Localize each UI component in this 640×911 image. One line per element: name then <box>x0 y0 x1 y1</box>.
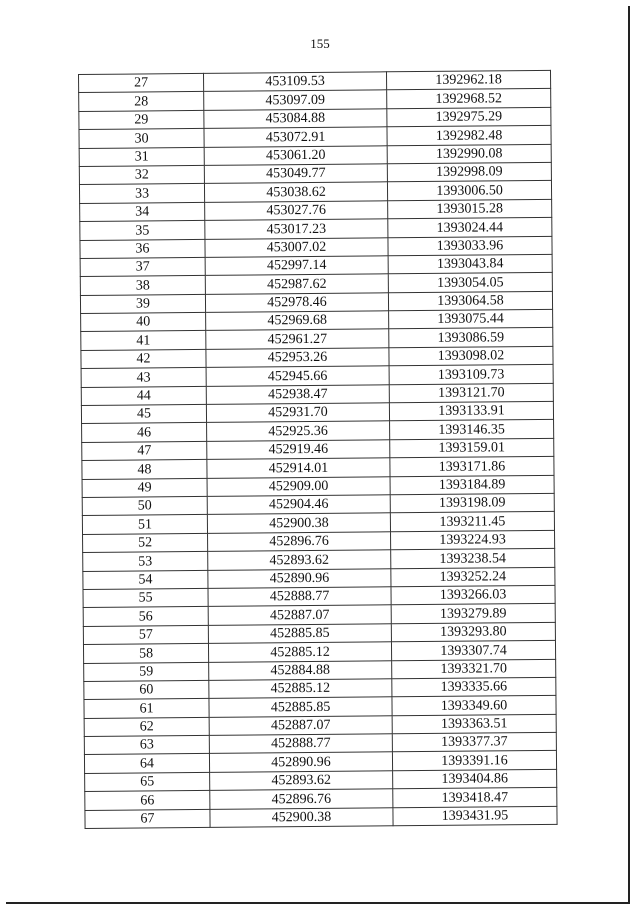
table-row <box>85 806 557 829</box>
y-coordinate-cell: 1393266.03 <box>391 585 555 605</box>
x-coordinate-cell: 452885.12 <box>208 642 391 662</box>
x-coordinate-cell: 452961.27 <box>206 329 389 349</box>
x-coordinate-cell: 452909.00 <box>207 476 390 496</box>
y-coordinate-cell: 1393006.50 <box>387 181 551 201</box>
y-coordinate-cell: 1393064.58 <box>388 291 552 311</box>
x-coordinate-cell: 452997.14 <box>205 256 388 276</box>
point-number-cell: 29 <box>79 110 204 129</box>
y-coordinate-cell: 1393075.44 <box>389 309 553 329</box>
point-number-cell: 46 <box>82 423 207 442</box>
y-coordinate-cell: 1392982.48 <box>387 126 551 146</box>
x-coordinate-cell: 452900.38 <box>207 513 390 533</box>
point-number-cell: 37 <box>80 257 205 276</box>
point-number-cell: 27 <box>79 73 204 92</box>
y-coordinate-cell: 1393043.84 <box>388 254 552 274</box>
point-number-cell: 44 <box>81 386 206 405</box>
x-coordinate-cell: 453027.76 <box>205 201 388 221</box>
point-number-cell: 59 <box>84 662 209 681</box>
point-number-cell: 51 <box>82 515 207 534</box>
x-coordinate-cell: 453049.77 <box>204 164 387 184</box>
x-coordinate-cell: 452978.46 <box>205 292 388 312</box>
y-coordinate-cell: 1393198.09 <box>390 493 554 513</box>
y-coordinate-cell: 1393015.28 <box>388 199 552 219</box>
y-coordinate-cell: 1393307.74 <box>391 640 555 660</box>
y-coordinate-cell: 1393024.44 <box>388 217 552 237</box>
point-number-cell: 55 <box>83 588 208 607</box>
y-coordinate-cell: 1393184.89 <box>390 475 554 495</box>
y-coordinate-cell: 1393133.91 <box>389 401 553 421</box>
x-coordinate-cell: 452987.62 <box>205 274 388 294</box>
point-number-cell: 62 <box>84 717 209 736</box>
x-coordinate-cell: 453109.53 <box>203 72 386 92</box>
point-number-cell: 56 <box>83 607 208 626</box>
point-number-cell: 38 <box>80 276 205 295</box>
x-coordinate-cell: 452887.07 <box>209 715 392 735</box>
x-coordinate-cell: 452888.77 <box>208 587 391 607</box>
y-coordinate-cell: 1392998.09 <box>387 162 551 182</box>
x-coordinate-cell: 453038.62 <box>204 182 387 202</box>
y-coordinate-cell: 1393238.54 <box>391 549 555 569</box>
y-coordinate-cell: 1393391.16 <box>392 751 556 771</box>
y-coordinate-cell: 1393349.60 <box>392 696 556 716</box>
point-number-cell: 48 <box>82 460 207 479</box>
point-number-cell: 43 <box>81 368 206 387</box>
point-number-cell: 32 <box>79 165 204 184</box>
x-coordinate-cell: 452904.46 <box>207 495 390 515</box>
point-number-cell: 53 <box>83 552 208 571</box>
point-number-cell: 36 <box>80 239 205 258</box>
point-number-cell: 65 <box>85 772 210 791</box>
x-coordinate-cell: 452931.70 <box>206 403 389 423</box>
point-number-cell: 33 <box>79 184 204 203</box>
y-coordinate-cell: 1393159.01 <box>390 438 554 458</box>
y-coordinate-cell: 1393431.95 <box>393 806 557 826</box>
x-coordinate-cell: 452887.07 <box>208 605 391 625</box>
x-coordinate-cell: 452890.96 <box>209 752 392 772</box>
point-number-cell: 57 <box>83 625 208 644</box>
y-coordinate-cell: 1393171.86 <box>390 457 554 477</box>
x-coordinate-cell: 453017.23 <box>205 219 388 239</box>
x-coordinate-cell: 452945.66 <box>206 366 389 386</box>
coordinate-table-body <box>79 70 558 828</box>
y-coordinate-cell: 1393146.35 <box>390 420 554 440</box>
y-coordinate-cell: 1393033.96 <box>388 236 552 256</box>
y-coordinate-cell: 1393404.86 <box>393 769 557 789</box>
point-number-cell: 63 <box>84 735 209 754</box>
x-coordinate-cell: 452914.01 <box>207 458 390 478</box>
x-coordinate-cell: 453007.02 <box>205 237 388 257</box>
point-number-cell: 39 <box>80 294 205 313</box>
x-coordinate-cell: 452896.76 <box>208 532 391 552</box>
y-coordinate-cell: 1392990.08 <box>387 144 551 164</box>
point-number-cell: 67 <box>85 809 210 828</box>
point-number-cell: 49 <box>82 478 207 497</box>
point-number-cell: 61 <box>84 699 209 718</box>
y-coordinate-cell: 1393418.47 <box>393 788 557 808</box>
point-number-cell: 58 <box>83 643 208 662</box>
point-number-cell: 34 <box>80 202 205 221</box>
x-coordinate-cell: 452969.68 <box>206 311 389 331</box>
x-coordinate-cell: 452893.62 <box>210 771 393 791</box>
y-coordinate-cell: 1393279.89 <box>391 604 555 624</box>
x-coordinate-cell: 453084.88 <box>204 109 387 129</box>
y-coordinate-cell: 1393086.59 <box>389 328 553 348</box>
y-coordinate-cell: 1393121.70 <box>389 383 553 403</box>
point-number-cell: 40 <box>81 312 206 331</box>
point-number-cell: 28 <box>79 92 204 111</box>
point-number-cell: 30 <box>79 129 204 148</box>
x-coordinate-cell: 452885.12 <box>209 679 392 699</box>
point-number-cell: 66 <box>85 791 210 810</box>
y-coordinate-cell: 1393054.05 <box>388 273 552 293</box>
point-number-cell: 31 <box>79 147 204 166</box>
point-number-cell: 35 <box>80 221 205 240</box>
x-coordinate-cell: 452885.85 <box>209 697 392 717</box>
y-coordinate-cell: 1393211.45 <box>390 512 554 532</box>
y-coordinate-cell: 1393363.51 <box>392 714 556 734</box>
page-number: 155 <box>310 36 330 51</box>
point-number-cell: 50 <box>82 496 207 515</box>
y-coordinate-cell: 1393252.24 <box>391 567 555 587</box>
x-coordinate-cell: 453097.09 <box>204 90 387 110</box>
x-coordinate-cell: 453061.20 <box>204 145 387 165</box>
y-coordinate-cell: 1393224.93 <box>391 530 555 550</box>
point-number-cell: 64 <box>84 754 209 773</box>
x-coordinate-cell: 452888.77 <box>209 734 392 754</box>
coordinate-table <box>78 70 558 829</box>
y-coordinate-cell: 1392975.29 <box>387 107 551 127</box>
x-coordinate-cell: 452896.76 <box>210 789 393 809</box>
x-coordinate-cell: 452890.96 <box>208 568 391 588</box>
x-coordinate-cell: 452938.47 <box>206 384 389 404</box>
y-coordinate-cell: 1392968.52 <box>387 89 551 109</box>
y-coordinate-cell: 1393098.02 <box>389 346 553 366</box>
x-coordinate-cell: 452925.36 <box>207 421 390 441</box>
x-coordinate-cell: 452900.38 <box>210 807 393 827</box>
x-coordinate-cell: 452885.85 <box>208 624 391 644</box>
point-number-cell: 47 <box>82 441 207 460</box>
x-coordinate-cell: 452884.88 <box>209 660 392 680</box>
point-number-cell: 45 <box>81 404 206 423</box>
point-number-cell: 60 <box>84 680 209 699</box>
point-number-cell: 54 <box>83 570 208 589</box>
y-coordinate-cell: 1393109.73 <box>389 365 553 385</box>
x-coordinate-cell: 452919.46 <box>207 440 390 460</box>
point-number-cell: 41 <box>81 331 206 350</box>
y-coordinate-cell: 1393293.80 <box>391 622 555 642</box>
x-coordinate-cell: 453072.91 <box>204 127 387 147</box>
y-coordinate-cell: 1393335.66 <box>392 677 556 697</box>
x-coordinate-cell: 452953.26 <box>206 348 389 368</box>
point-number-cell: 42 <box>81 349 206 368</box>
y-coordinate-cell: 1393321.70 <box>392 659 556 679</box>
y-coordinate-cell: 1393377.37 <box>392 732 556 752</box>
x-coordinate-cell: 452893.62 <box>208 550 391 570</box>
point-number-cell: 52 <box>83 533 208 552</box>
y-coordinate-cell: 1392962.18 <box>386 70 550 90</box>
